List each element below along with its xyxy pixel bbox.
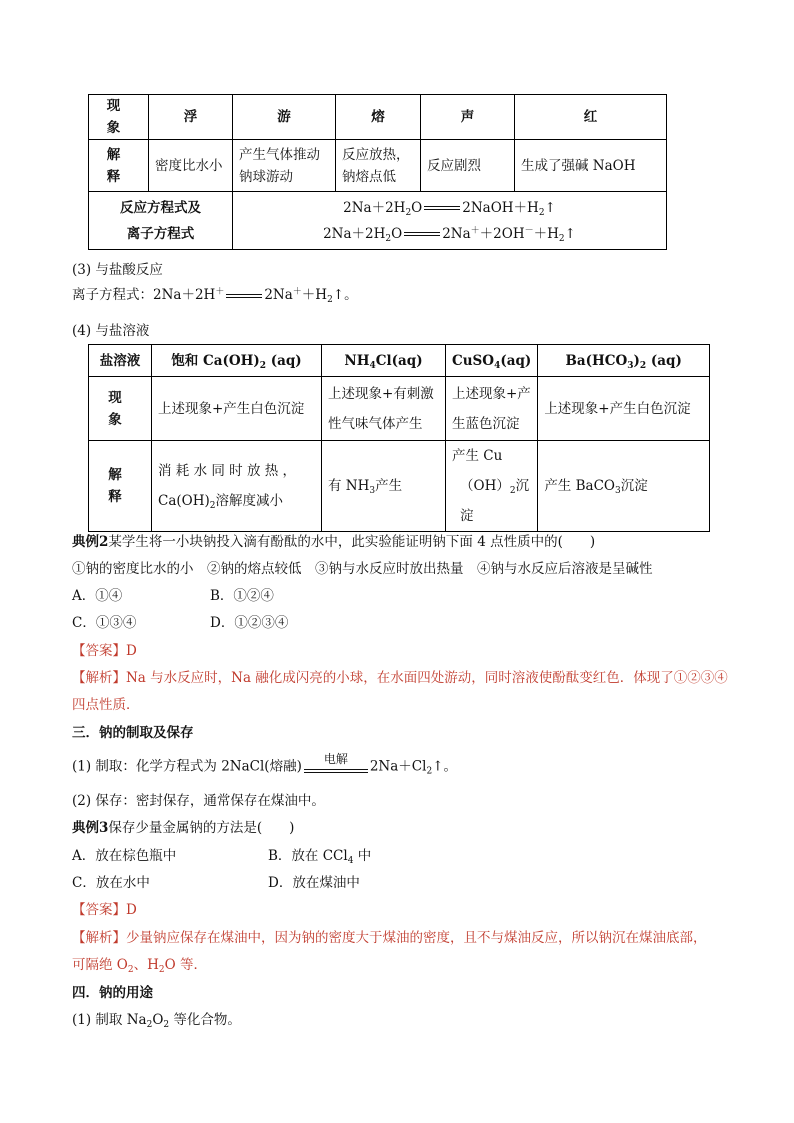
section-heading: (4) 与盐溶液 bbox=[72, 323, 150, 339]
analysis: 【解析】Na 与水反应时，Na 融化成闪亮的小球，在水面四处游动，同时溶液使酚酞变红色．体现了①②③④ bbox=[72, 670, 728, 686]
example-question: 典例2某学生将一小块钠投入滴有酚酞的水中，此实验能证明钠下面 4 点性质中的( ) bbox=[72, 534, 596, 550]
section-title: 三．钠的制取及保存 bbox=[72, 725, 194, 741]
table-cell: 有 $NH_3$产生 bbox=[322, 441, 446, 532]
table-cell: 生成了强碱 NaOH bbox=[515, 140, 667, 192]
table-cell: 产生 Cu $(OH)_2$沉淀 bbox=[446, 441, 538, 532]
sodium-water-table bbox=[88, 94, 667, 250]
table-cell: 反应方程式及 离子方程式 bbox=[89, 192, 233, 250]
equation-cell: $2Na+2H_2O$ $2NaOH+H_2↑$ $2Na+2H_2O$ $2Na^++2OH^-+H_2↑$ bbox=[233, 192, 667, 250]
option-c: C．放在水中 bbox=[72, 875, 150, 891]
salt-solution-table bbox=[88, 344, 710, 532]
option-d: D．①②③④ bbox=[210, 615, 289, 631]
option-c: C．①③④ bbox=[72, 615, 137, 631]
table-cell: 反应剧烈 bbox=[421, 140, 515, 192]
table-cell: 红 bbox=[515, 95, 667, 140]
table-cell: 盐溶液 bbox=[89, 345, 152, 377]
table-cell: 上述现象+产生白色沉淀 bbox=[152, 377, 322, 441]
analysis-cont: 可隔绝 $O_2$、$H_2O$ 等． bbox=[72, 957, 207, 975]
table-cell: 上述现象+产 生蓝色沉淀 bbox=[446, 377, 538, 441]
answer: 【答案】D bbox=[72, 902, 137, 918]
table-cell: 反应放热， 钠熔点低 bbox=[336, 140, 421, 192]
section-heading: (3) 与盐酸反应 bbox=[72, 262, 163, 278]
analysis: 【解析】少量钠应保存在煤油中，因为钠的密度大于煤油的密度，且不与煤油反应，所以钠沉在煤油底部， bbox=[72, 930, 707, 946]
equals-sign bbox=[404, 228, 440, 240]
table-cell: 产生气体推动 钠球游动 bbox=[233, 140, 336, 192]
table-cell: 密度比水小 bbox=[149, 140, 233, 192]
table-cell: 浮 bbox=[149, 95, 233, 140]
table-cell: 现 象 bbox=[89, 95, 149, 140]
statements: ①钠的密度比水的小 ②钠的熔点较低 ③钠与水反应时放出热量 ④钠与水反应后溶液是呈碱性 bbox=[72, 561, 653, 577]
preparation-equation: (1) 制取：化学方程式为 2NaCl(熔融) 电解 $2Na+Cl_2↑$。 bbox=[72, 752, 457, 782]
table-cell: 解 释 bbox=[89, 441, 152, 532]
equals-sign bbox=[226, 290, 262, 302]
option-a: A．放在棕色瓶中 bbox=[72, 848, 177, 864]
table-cell: $Ba(HCO_3)_2$ (aq) bbox=[538, 345, 710, 377]
analysis-cont: 四点性质． bbox=[72, 697, 140, 713]
ionic-equation: 离子方程式：2Na＋2H＋ $2Na^++H_2↑$。 bbox=[72, 287, 358, 305]
usage-text: (1) 制取 $Na_2O_2$ 等化合物。 bbox=[72, 1012, 241, 1030]
table-cell: 消 耗 水 同 时 放 热 ， $Ca(OH)_2$溶解度减小 bbox=[152, 441, 322, 532]
table-cell: $NH_4Cl(aq)$ bbox=[322, 345, 446, 377]
table-cell: CuSO$_4$(aq) bbox=[446, 345, 538, 377]
option-b: B．放在 CCl$_4$ 中 bbox=[268, 848, 372, 866]
table-cell: 声 bbox=[421, 95, 515, 140]
option-b: B．①②④ bbox=[210, 588, 274, 604]
table-cell: 饱和 $Ca(OH)_2$ (aq) bbox=[152, 345, 322, 377]
table-cell: 现 象 bbox=[89, 377, 152, 441]
example-question: 典例3保存少量金属钠的方法是( ) bbox=[72, 820, 295, 836]
option-a: A．①④ bbox=[72, 588, 123, 604]
table-cell: 上述现象+产生白色沉淀 bbox=[538, 377, 710, 441]
storage-text: (2) 保存：密封保存，通常保存在煤油中。 bbox=[72, 793, 325, 809]
electrolysis-arrow: 电解 bbox=[304, 752, 368, 782]
section-title: 四．钠的用途 bbox=[72, 985, 153, 1001]
table-cell: 产生 BaCO$_3$沉淀 bbox=[538, 441, 710, 532]
table-cell: 上述现象+有刺激 性气味气体产生 bbox=[322, 377, 446, 441]
table-cell: 解 释 bbox=[89, 140, 149, 192]
table-cell: 游 bbox=[233, 95, 336, 140]
equals-sign bbox=[424, 202, 460, 214]
answer: 【答案】D bbox=[72, 643, 137, 659]
table-cell: 熔 bbox=[336, 95, 421, 140]
option-d: D．放在煤油中 bbox=[268, 875, 360, 891]
